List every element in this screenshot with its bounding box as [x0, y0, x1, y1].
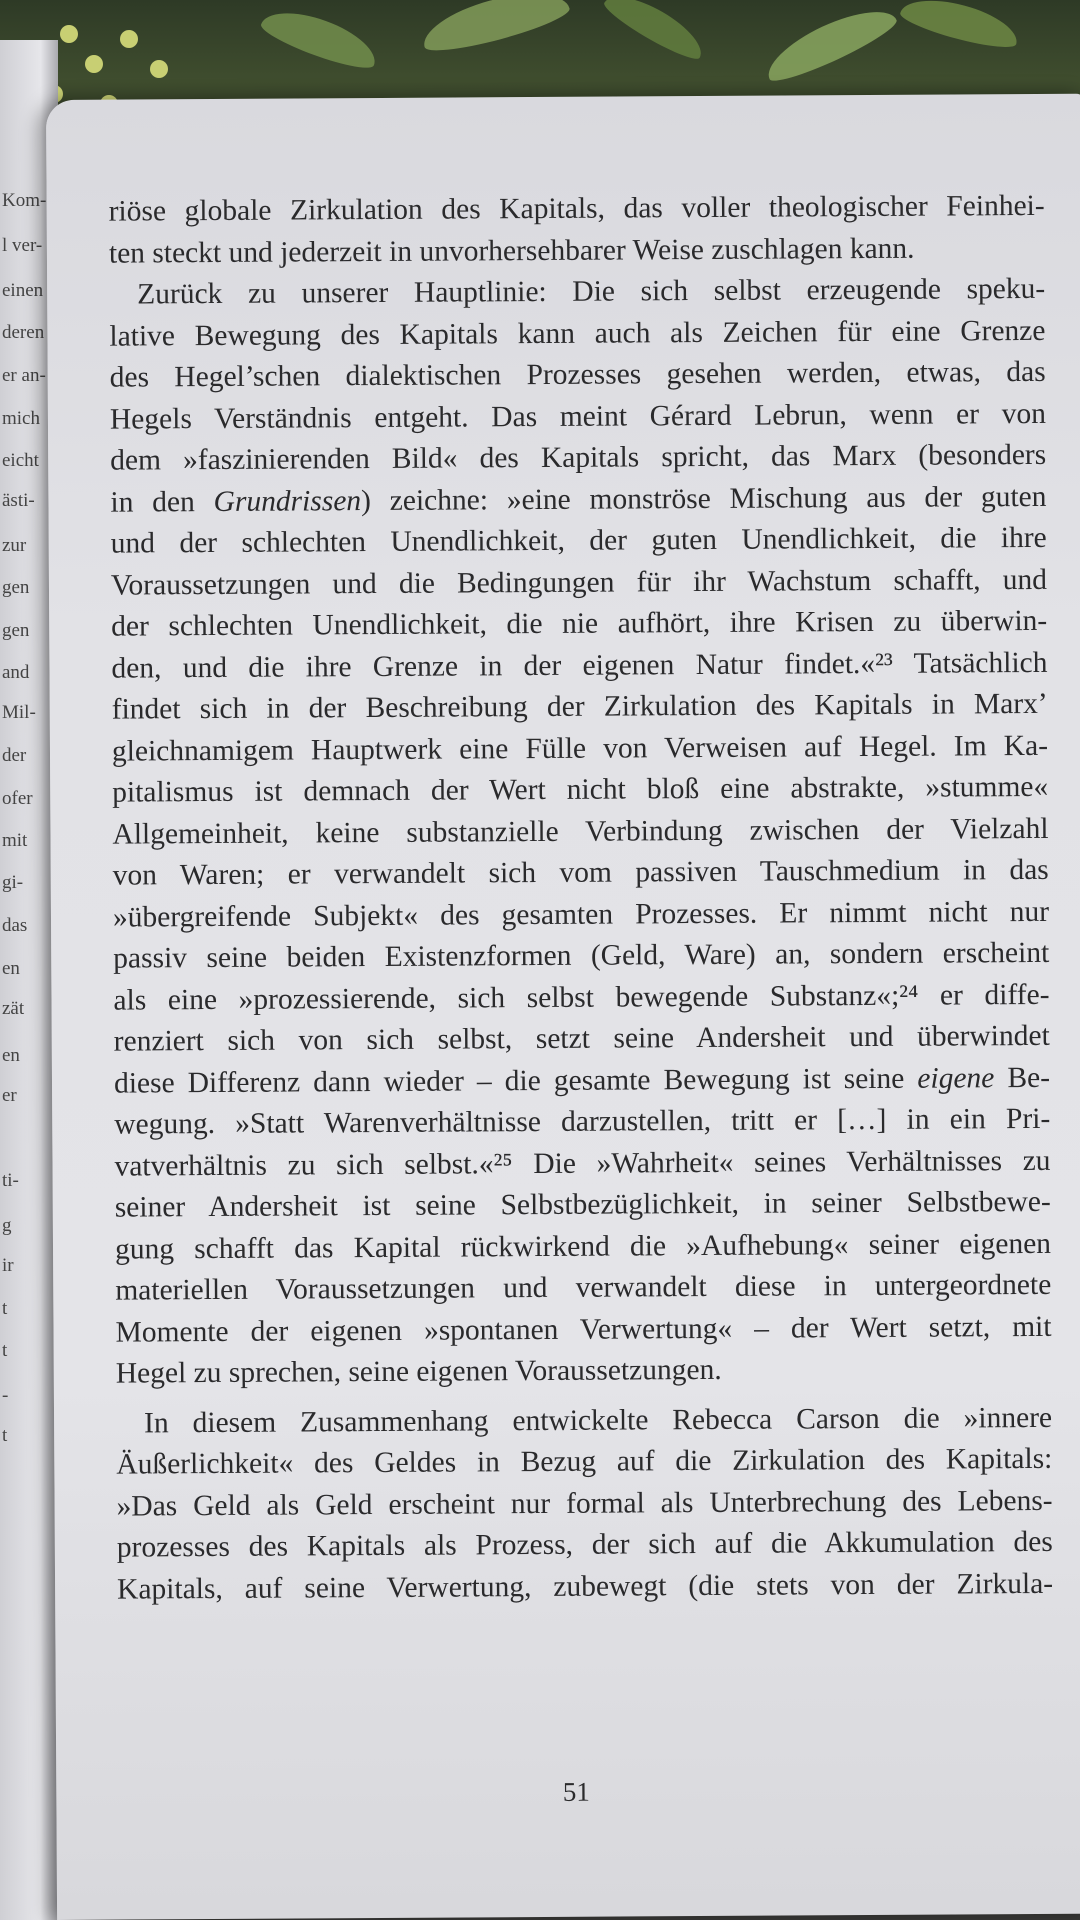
book-page: [46, 94, 1080, 1920]
text-line: lative Bewegung des Kapitals kann auch als Zeichen für eine Grenze: [109, 314, 1046, 353]
left-page-fragment: deren: [2, 322, 45, 343]
text-line: Zurück zu unserer Hauptlinie: Die sich selbst erzeugende speku-: [137, 272, 1046, 311]
text-line: des Hegel’schen dialektischen Prozesses gesehen werden, etwas, das: [109, 355, 1046, 394]
left-page-fragment: t: [2, 1340, 8, 1361]
text-line: Voraussetzungen und die Bedingungen für ihr Wachstum schafft, und: [110, 563, 1048, 602]
left-page-fragment: mit: [2, 830, 28, 851]
left-page-fragment: gi-: [2, 872, 24, 893]
text-line: dem »faszinierenden Bild« des Kapitals spricht, das Marx (besonders: [110, 438, 1047, 477]
left-page-fragment: ir: [2, 1255, 14, 1276]
text-line: Kapitals, auf seine Verwertung, zubewegt (die stets von der Zirkula-: [116, 1567, 1054, 1606]
left-page-fragment: en: [2, 958, 20, 979]
page-number: 51: [562, 1776, 590, 1807]
text-line: in den Grundrissen) zeichne: »eine monströse Mischung aus der guten: [110, 480, 1047, 519]
left-page-fragment: mich: [2, 408, 40, 429]
left-page-fragment: ti-: [2, 1170, 19, 1191]
text-line: der schlechten Unendlichkeit, die nie aufhört, ihre Krisen zu überwin-: [111, 604, 1048, 643]
left-page-fragment: einen: [2, 280, 44, 301]
text-line: renziert sich von sich selbst, setzt seine Andersheit und überwindet: [113, 1019, 1050, 1058]
left-page-fragment: das: [2, 915, 28, 936]
text-line: »übergreifende Subjekt« des gesamten Prozesses. Er nimmt nicht nur: [112, 895, 1050, 934]
left-page-fragment: gen: [2, 577, 30, 598]
left-page-fragment: zur: [2, 535, 27, 556]
leaf: [759, 0, 901, 89]
left-page-fragment: -: [2, 1385, 9, 1406]
text-line: »Das Geld als Geld erscheint nur formal als Unterbrechung des Lebens-: [116, 1484, 1053, 1523]
text-line: ten steckt und jederzeit in unvorhersehbarer Weise zuschlagen kann.: [108, 232, 915, 270]
left-page-fragment: er an-: [2, 365, 46, 386]
left-page-fragment: ästi-: [2, 490, 35, 511]
left-page-fragment: Mil-: [2, 702, 36, 723]
text-line: Hegel zu sprechen, seine eigenen Voraussetzungen.: [115, 1353, 722, 1390]
left-page-fragment: er: [2, 1085, 17, 1106]
text-line: vatverhältnis zu sich selbst.«²⁵ Die »Wahrheit« seines Verhältnisses zu: [114, 1144, 1051, 1183]
left-page-fragment: en: [2, 1045, 20, 1066]
left-page-fragment: g: [2, 1215, 12, 1236]
text-line: als eine »prozessierende, sich selbst bewegende Substanz«;²⁴ er diffe-: [113, 978, 1050, 1017]
text-line: passiv seine beiden Existenzformen (Geld, Ware) an, sondern erscheint: [113, 936, 1050, 975]
left-page-fragment: ofer: [2, 788, 33, 809]
leaf: [600, 0, 710, 65]
flower-bud: [150, 60, 168, 78]
left-page-fragment: and: [2, 662, 30, 683]
text-line: wegung. »Statt Warenverhältnisse darzustellen, tritt er […] in ein Pri-: [114, 1102, 1051, 1141]
text-line: riöse globale Zirkulation des Kapitals, das voller theologischer Feinhei-: [108, 189, 1045, 228]
leaf: [257, 1, 382, 76]
flower-bud: [60, 25, 78, 43]
text-line: gung schafft das Kapital rückwirkend die »Aufhebung« seiner eigenen: [114, 1227, 1052, 1266]
text-line: und der schlechten Unendlichkeit, der guten Unendlichkeit, die ihre: [110, 521, 1047, 560]
flower-bud: [85, 55, 103, 73]
text-line: diese Differenz dann wieder – die gesamte Bewegung ist seine eigene Be-: [113, 1061, 1051, 1100]
text-line: von Waren; er verwandelt sich vom passiven Tauschmedium in das: [112, 853, 1049, 892]
text-line: gleichnamigem Hauptwerk eine Fülle von Verweisen auf Hegel. Im Ka-: [111, 729, 1049, 768]
text-line: prozesses des Kapitals als Prozess, der sich auf die Akkumulation des: [116, 1525, 1053, 1564]
left-page-fragment: t: [2, 1298, 8, 1319]
text-line: Momente der eigenen »spontanen Verwertung« – der Wert setzt, mit: [115, 1310, 1052, 1349]
text-line: pitalismus ist demnach der Wert nicht bloß eine abstrakte, »stumme«: [112, 770, 1049, 809]
text-line: seiner Andersheit ist seine Selbstbezüglichkeit, in seiner Selbstbewe-: [114, 1185, 1051, 1224]
text-line: findet sich in der Beschreibung der Zirkulation des Kapitals in Marx’: [111, 687, 1048, 726]
leaf: [417, 0, 572, 59]
text-line: Hegels Verständnis entgeht. Das meint Gérard Lebrun, wenn er von: [109, 397, 1047, 436]
left-page-fragment: eicht: [2, 450, 39, 471]
text-line: den, und die ihre Grenze in der eigenen Natur findet.«²³ Tatsächlich: [111, 646, 1048, 685]
left-page-fragment: Kom-: [2, 190, 47, 211]
page-text: [109, 186, 1054, 1611]
text-line: Allgemeinheit, keine substanzielle Verbindung zwischen der Vielzahl: [112, 812, 1049, 851]
text-line: Äußerlichkeit« des Geldes in Bezug auf die Zirkulation des Kapitals:: [116, 1442, 1053, 1481]
leaf: [898, 0, 1023, 54]
left-page-fragment: der: [2, 745, 27, 766]
text-line: materiellen Voraussetzungen und verwandelt diese in untergeordnete: [115, 1268, 1052, 1307]
left-page-fragment: gen: [2, 620, 30, 641]
left-page-fragment: l ver-: [2, 235, 43, 256]
flower-bud: [120, 30, 138, 48]
text-line: In diesem Zusammenhang entwickelte Rebecca Carson die »innere: [143, 1401, 1053, 1439]
left-page-fragment: zät: [2, 998, 25, 1019]
left-page-fragment: t: [2, 1425, 8, 1446]
